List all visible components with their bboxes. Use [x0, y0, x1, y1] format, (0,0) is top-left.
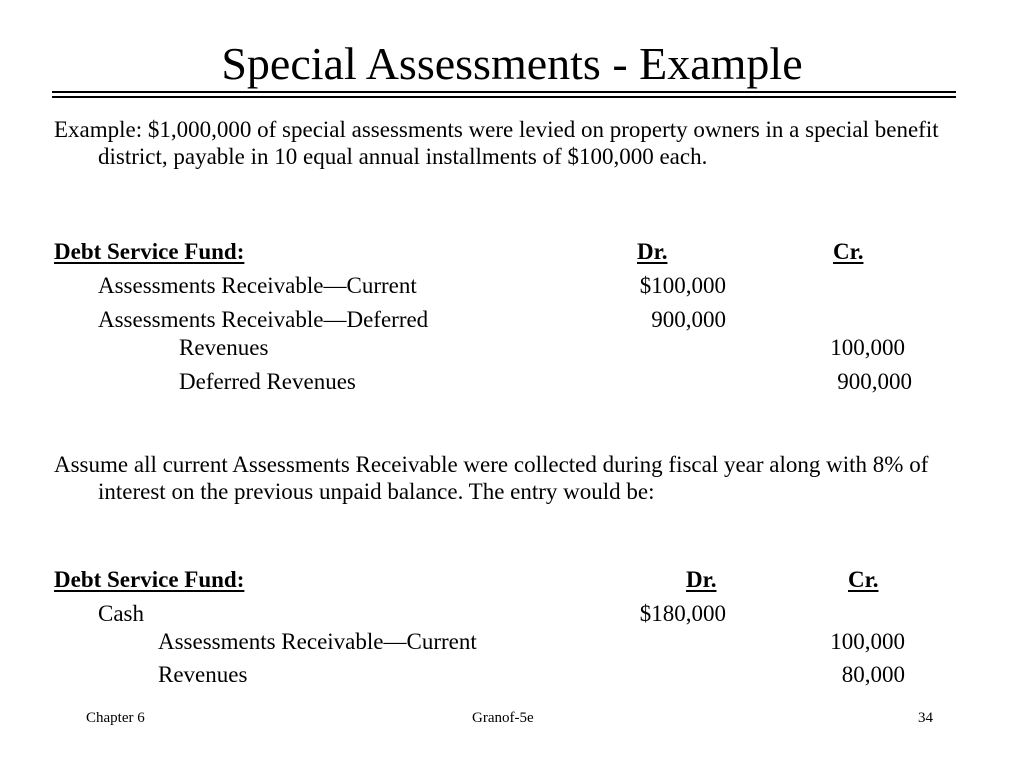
entry1-row4-credit: 900,000 [837, 369, 912, 394]
title-underline-bottom [52, 96, 956, 98]
entry2-row2-credit: 100,000 [830, 629, 905, 654]
title-underline-top [52, 91, 956, 93]
entry1-row3-credit: 100,000 [830, 335, 905, 360]
entry1-row2-debit: 900,000 [651, 307, 726, 332]
entry1-row2-account: Assessments Receivable—Deferred [98, 307, 429, 332]
entry1-row3-account: Revenues [179, 335, 269, 360]
entry1-dr-header: Dr. [637, 239, 668, 264]
footer-book: Granof-5e [472, 710, 534, 726]
entry2-cr-header: Cr. [848, 567, 879, 592]
entry2-dr-header: Dr. [686, 567, 717, 592]
entry1-row1-debit: $100,000 [639, 273, 726, 298]
entry2-row1-account: Cash [98, 601, 144, 626]
example-paragraph: Example: $1,000,000 of special assessments were levied on property owners in a special benefit district, payable in 10 equal annual installments of $100,000 each. [54, 117, 939, 169]
entry1-cr-header: Cr. [833, 239, 864, 264]
entry2-row1-debit: $180,000 [639, 601, 726, 626]
footer-page-number: 34 [918, 710, 933, 726]
entry2-row3-account: Revenues [158, 662, 248, 687]
entry2-fund-label: Debt Service Fund: [54, 567, 245, 592]
slide-title: Special Assessments - Example [221, 38, 803, 89]
footer-chapter: Chapter 6 [86, 710, 145, 726]
entry1-row1-account: Assessments Receivable—Current [98, 273, 417, 298]
entry2-row3-credit: 80,000 [841, 662, 905, 687]
entry1-row4-account: Deferred Revenues [179, 369, 356, 394]
entry2-row2-account: Assessments Receivable—Current [158, 629, 477, 654]
entry1-fund-label: Debt Service Fund: [54, 239, 245, 264]
assume-paragraph: Assume all current Assessments Receivable were collected during fiscal year along with 8% of interest on the previous unpaid balance. The entry would be: [54, 452, 929, 504]
